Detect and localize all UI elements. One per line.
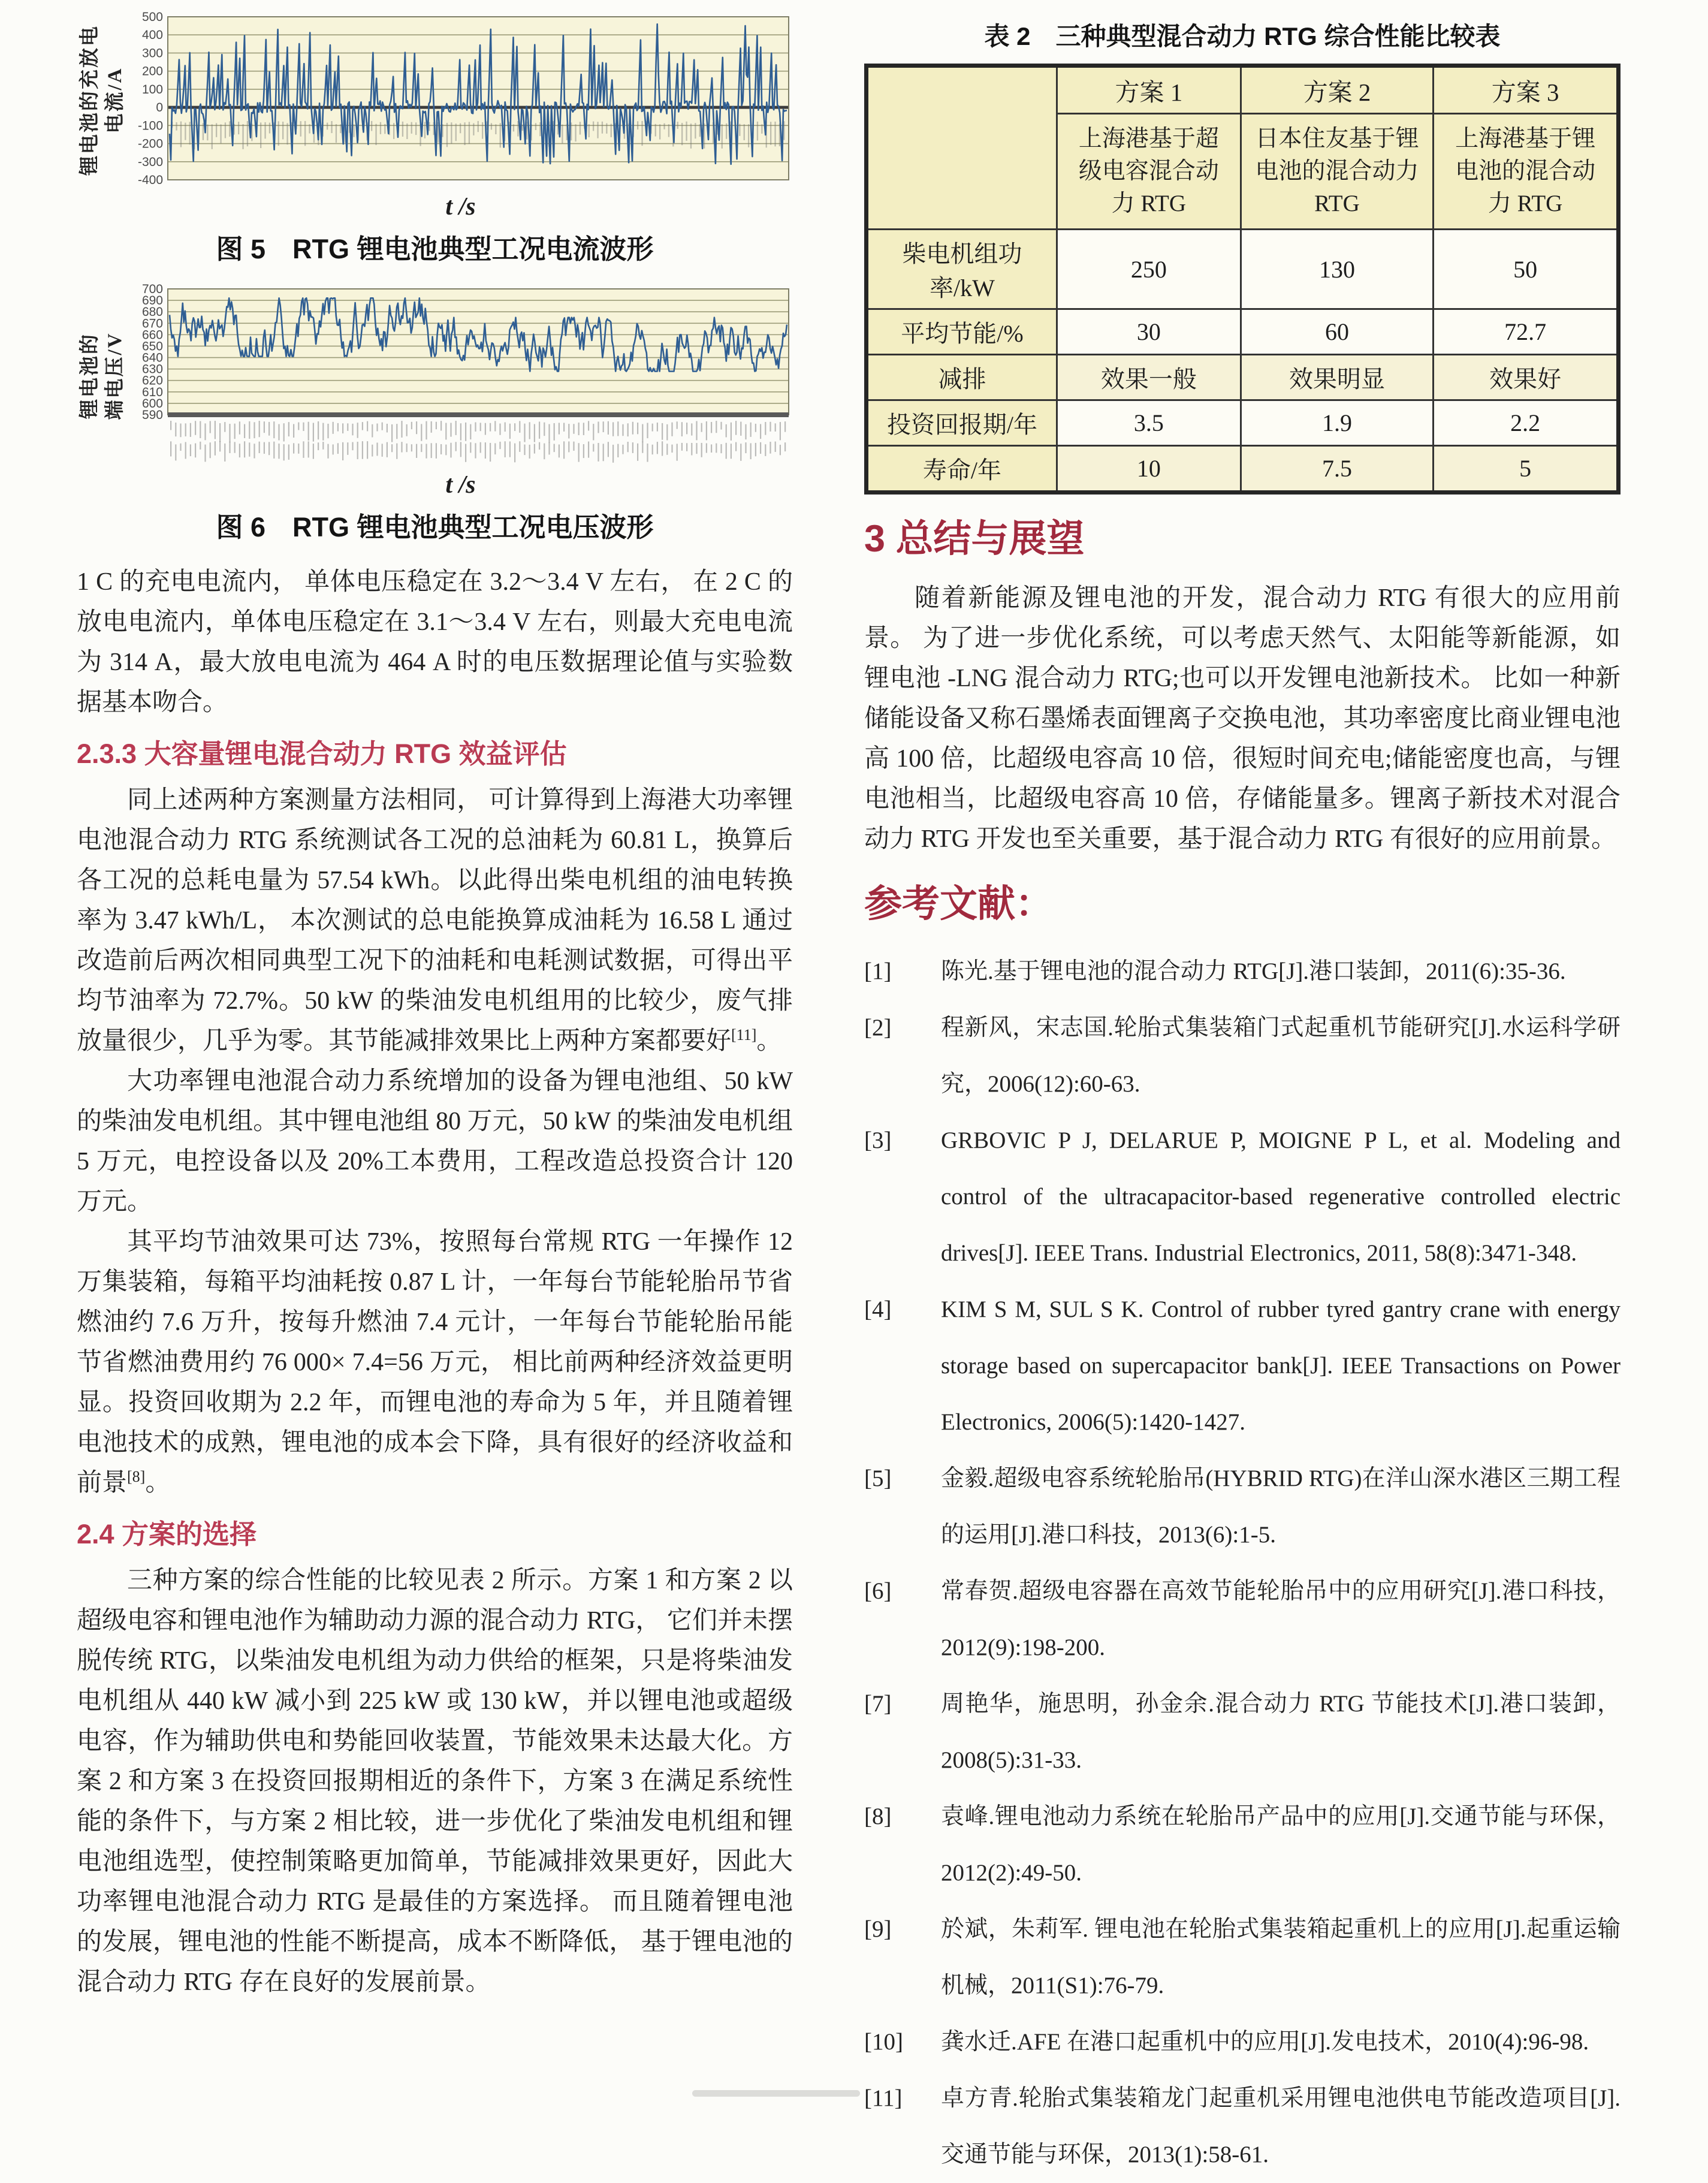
current-waveform-chart: [128, 11, 793, 186]
reference-item: [864, 1451, 1621, 1563]
reference-item: [864, 943, 1621, 1000]
svg-text:660: 660: [141, 328, 163, 342]
reference-text: KIM S M, SUL S K. Control of rubber tyred gantry crane with energy storage based on supercapacitor bank[J]. IEEE Transactions on Power Electronics, 2006(5):1420-1427.: [941, 1296, 1621, 1435]
table-2-caption: 表 2 三种典型混合动力 RTG 综合性能比较表: [984, 22, 1501, 50]
svg-text:680: 680: [141, 305, 163, 319]
paragraph-equipment-cost: 大功率锂电池混合动力系统增加的设备为锂电池组、50 kW 的柴油发电机组。其中锂电池组 80 万元，50 kW 的柴油发电机组 5 万元，电控设备以及 20%工本费用，工程改造总投资合计 120 万元。: [77, 1068, 793, 1216]
table-plan1-description: 上海港基于超级电容混合动力 RTG: [1057, 114, 1241, 230]
figure-5-caption: 图 5 RTG 锂电池典型工况电流波形: [216, 234, 654, 264]
paragraph-benefit-tail: 。: [756, 1027, 782, 1055]
section-heading-2-3-3: 2.3.3 大容量锂电混合动力 RTG 效益评估: [77, 738, 567, 769]
reference-number: [10]: [864, 2029, 903, 2055]
reference-number: [8]: [864, 1804, 892, 1829]
reference-number: [2]: [864, 1015, 892, 1041]
table-plan2-header: 方案 2: [1241, 66, 1434, 114]
reference-item: [864, 1000, 1621, 1112]
table-row: 投资回报期/年 3.5 1.9 2.2: [867, 400, 1619, 446]
table-plan1-header: 方案 1: [1057, 66, 1241, 114]
svg-text:650: 650: [141, 339, 163, 354]
table-row: 减排 效果一般 效果明显 效果好: [867, 355, 1619, 400]
comparison-table: [864, 64, 1621, 495]
table-plan3-description: 上海港基于锂电池的混合动力 RTG: [1434, 114, 1619, 230]
svg-text:640: 640: [141, 351, 163, 365]
reference-text: GRBOVIC P J, DELARUE P, MOIGNE P L, et al. Modeling and control of the ultracapacitor-based regenerative controlled electric drives[J]. IEEE Trans. Industrial Electronics, 2011, 58(8):3471-348.: [941, 1127, 1621, 1266]
reference-number: [6]: [864, 1578, 892, 1604]
table-row: 柴电机组功率/kW 250 130 50: [867, 230, 1619, 309]
table-row: 寿命/年 10 7.5 5: [867, 446, 1619, 493]
reference-item: [864, 1901, 1621, 2014]
paragraph-summary-outlook: 随着新能源及锂电池的开发，混合动力 RTG 有很大的应用前景。 为了进一步优化系统，可以考虑天然气、太阳能等新能源，如锂电池 -LNG 混合动力 RTG;也可以开发锂电池新技术。 比如一种新储能设备又称石墨烯表面锂离子交换电池，其功率密度比商业锂电池高 100 倍，比超级电容高 10 倍，很短时间充电;储能密度也高，与锂电池相当，比超级电容高 10 倍，存储能量多。锂离子新技术对混合动力 RTG 开发也至关重要，基于混合动力 RTG 有很好的应用前景。: [864, 584, 1621, 853]
reference-number: [11]: [864, 2085, 903, 2111]
reference-text: 金毅.超级电容系统轮胎吊(HYBRID RTG)在洋山深水港区三期工程的运用[J].港口科技，2013(6):1-5.: [941, 1466, 1621, 1548]
reference-item: [864, 1789, 1621, 1901]
reference-text: 龚水迁.AFE 在港口起重机中的应用[J].发电技术，2010(4):96-98.: [941, 2029, 1589, 2055]
paragraph-fuel-saving-tail: 。: [145, 1469, 171, 1497]
table-corner-cell: [867, 66, 1057, 230]
citation-marker-11: [11]: [731, 1026, 757, 1044]
svg-text:200: 200: [141, 64, 163, 79]
reference-text: 於斌，朱莉军. 锂电池在轮胎式集装箱起重机上的应用[J].起重运输机械，2011(S1):76-79.: [941, 1916, 1621, 1998]
paragraph-fuel-saving: [77, 1222, 793, 1503]
svg-text:500: 500: [141, 11, 163, 24]
svg-text:100: 100: [141, 82, 163, 97]
svg-text:-300: -300: [137, 155, 163, 169]
paragraph-benefit-evaluation: [77, 780, 793, 1062]
svg-text:-100: -100: [137, 119, 163, 133]
svg-text:400: 400: [141, 28, 163, 43]
svg-text:600: 600: [141, 396, 163, 411]
paragraph-scheme-selection: 三种方案的综合性能的比较见表 2 所示。方案 1 和方案 2 以超级电容和锂电池作为辅助动力源的混合动力 RTG， 它们并未摆脱传统 RTG，以柴油发电机组为动力供给的框架，只是将柴油发电机组从 440 kW 减小到 225 kW 或 130 kW，并以锂电池或超级电容，作为辅助供电和势能回收装置，节能效果未达最大化。方案 2 和方案 3 在投资回报期相近的条件下，方案 3 在满足系统性能的条件下，与方案 2 相比较，进一步优化了柴油发电机组和锂电池组选型，使控制策略更加简单，节能减排效果更好，因此大功率锂电池混合动力 RTG 是最佳的方案选择。 而且随着锂电池的发展，锂电池的性能不断提高，成本不断降低， 基于锂电池的混合动力 RTG 存在良好的发展前景。: [77, 1567, 793, 1996]
reference-item: [864, 2070, 1621, 2183]
reference-text: 卓方青.轮胎式集装箱龙门起重机采用锂电池供电节能改造项目[J].交通节能与环保，2013(1):58-61.: [941, 2085, 1621, 2167]
reference-number: [3]: [864, 1127, 892, 1153]
section-heading-3: 3 总结与展望: [864, 518, 1085, 560]
figure-5-y-axis-label: 锂电池的充放电 电流/A: [79, 24, 126, 176]
figure-5-x-axis-label: t /s: [445, 193, 476, 221]
paragraph-voltage-results: 1 C 的充电电流内， 单体电压稳定在 3.2～3.4 V 左右， 在 2 C 的放电电流内，单体电压稳定在 3.1～3.4 V 左右，则最大充电电流为 314 A，最大放电电流为 464 A 时的电压数据理论值与实验数据基本吻合。: [77, 568, 793, 716]
table-plan2-description: 日本住友基于锂电池的混合动力 RTG: [1241, 114, 1434, 230]
svg-text:670: 670: [141, 316, 163, 331]
reference-text: 袁峰.锂电池动力系统在轮胎吊产品中的应用[J].交通节能与环保，2012(2):49-50.: [941, 1804, 1621, 1886]
citation-marker-8: [8]: [127, 1468, 146, 1485]
reference-number: [5]: [864, 1466, 892, 1491]
svg-text:590: 590: [141, 408, 163, 422]
scan-artifact: [692, 2090, 860, 2097]
reference-number: [9]: [864, 1916, 892, 1942]
reference-item: [864, 2014, 1621, 2070]
figure-6-block: [77, 284, 793, 544]
svg-text:700: 700: [141, 284, 163, 296]
svg-text:690: 690: [141, 294, 163, 308]
figure-6-y-axis-label: 锂电池的 端电压/V: [79, 331, 126, 420]
figure-6-caption: 图 6 RTG 锂电池典型工况电压波形: [216, 512, 654, 542]
reference-text: 程新风，宋志国.轮胎式集装箱门式起重机节能研究[J].水运科学研究，2006(12):60-63.: [941, 1015, 1621, 1097]
references-heading: 参考文献：: [864, 883, 1053, 925]
paragraph-benefit-text: 同上述两种方案测量方法相同， 可计算得到上海港大功率锂电池混合动力 RTG 系统测试各工况的总油耗为 60.81 L，换算后各工况的总耗电量为 57.54 kWh。以此得出柴电机组的油电转换率为 3.47 kWh/L， 本次测试的总电能换算成油耗为 16.58 L 通过改造前后两次相同典型工况下的油耗和电耗测试数据，可得出平均节油率为 72.7%。50 kW 的柴油发电机组用的比较少，废气排放量很少，几乎为零。其节能减排效果比上两种方案都要好: [77, 786, 793, 1055]
svg-text:610: 610: [141, 385, 163, 399]
reference-text: 常春贺.超级电容器在高效节能轮胎吊中的应用研究[J].港口科技，2012(9):198-200.: [941, 1578, 1621, 1660]
svg-text:630: 630: [141, 362, 163, 376]
voltage-waveform-chart: [128, 284, 793, 464]
svg-text:-400: -400: [137, 173, 163, 186]
svg-text:300: 300: [141, 46, 163, 61]
left-column: [77, 11, 793, 2003]
reference-number: [7]: [864, 1691, 892, 1717]
table-row: 平均节能/% 30 60 72.7: [867, 309, 1619, 355]
reference-text: 陈光.基于锂电池的混合动力 RTG[J].港口装卸，2011(6):35-36.: [941, 958, 1566, 984]
right-column: [864, 17, 1621, 2183]
reference-item: [864, 1676, 1621, 1789]
table-header-row: [867, 66, 1619, 114]
reference-item: [864, 1112, 1621, 1282]
svg-text:620: 620: [141, 373, 163, 388]
section-heading-2-4: 2.4 方案的选择: [77, 1519, 257, 1549]
reference-item: [864, 1563, 1621, 1676]
reference-list: [864, 943, 1621, 2183]
reference-number: [1]: [864, 958, 892, 984]
reference-text: 周艳华，施思明，孙金余.混合动力 RTG 节能技术[J].港口装卸，2008(5):31-33.: [941, 1691, 1621, 1773]
reference-item: [864, 1282, 1621, 1451]
reference-number: [4]: [864, 1296, 892, 1322]
paragraph-fuel-saving-text: 其平均节油效果可达 73%，按照每台常规 RTG 一年操作 12 万集装箱，每箱平均油耗按 0.87 L 计，一年每台节能轮胎吊节省燃油约 7.6 万升，按每升燃油 7.4 元计，一年每台节能轮胎吊能节省燃油费用约 76 000× 7.4=56 万元， 相比前两种经济效益更明显。投资回收期为 2.2 年，而锂电池的寿命为 5 年，并且随着锂电池技术的成熟，锂电池的成本会下降，具有很好的经济收益和前景: [77, 1228, 793, 1497]
svg-text:-200: -200: [137, 137, 163, 151]
table-plan3-header: 方案 3: [1434, 66, 1619, 114]
figure-5-block: [77, 11, 793, 266]
svg-text:0: 0: [156, 101, 163, 115]
figure-6-x-axis-label: t /s: [445, 471, 476, 499]
